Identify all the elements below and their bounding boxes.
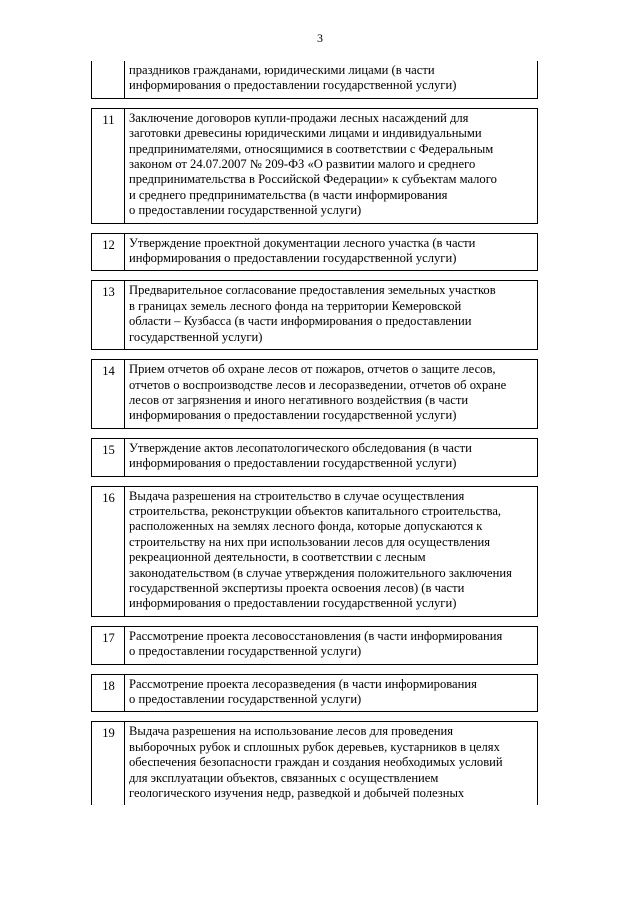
services-table [91, 61, 538, 805]
row-text: Рассмотрение проекта лесоразведения (в части информирования о предоставлении государственной услуги) [125, 674, 538, 712]
row-number: 19 [92, 722, 125, 806]
table-row [92, 281, 538, 350]
row-number: 16 [92, 486, 125, 616]
row-text: Утверждение актов лесопатологического обследования (в части информирования о предоставлении государственной услуги) [125, 438, 538, 476]
row-number: 11 [92, 108, 125, 223]
row-number: 17 [92, 626, 125, 664]
row-number: 15 [92, 438, 125, 476]
row-text: Выдача разрешения на использование лесов для проведения выборочных рубок и сплошных рубок деревьев, кустарников в целях обеспечения безопасности граждан и создания необходимых условий для эксплуатации объектов, связанных с осуществлением геологического изучения недр, разведкой и добычей полезных [125, 722, 538, 806]
row-number: 18 [92, 674, 125, 712]
table-row [92, 108, 538, 223]
table-row [92, 438, 538, 476]
row-text: праздников гражданами, юридическими лицами (в части информирования о предоставлении государственной услуги) [125, 61, 538, 98]
row-text: Утверждение проектной документации лесного участка (в части информирования о предоставлении государственной услуги) [125, 233, 538, 271]
table-row [92, 486, 538, 616]
row-text: Выдача разрешения на строительство в случае осуществления строительства, реконструкции объектов капитального строительства, расположенных на землях лесного фонда, которые допускаются к строительству на них при использовании лесов для осуществления рекреационной деятельности, в соответствии с лесным законодательством (в случае утверждения положительного заключения государственной экспертизы проекта освоения лесов) (в части информирования о предоставлении государственной услуги) [125, 486, 538, 616]
row-number: 14 [92, 360, 125, 429]
table-row [92, 626, 538, 664]
row-number: 13 [92, 281, 125, 350]
page-number: 3 [317, 31, 323, 45]
row-number [92, 61, 125, 98]
table-row [92, 360, 538, 429]
table-row [92, 722, 538, 806]
row-text: Заключение договоров купли-продажи лесных насаждений для заготовки древесины юридическими лицами и индивидуальными предпринимателями, относящимися в соответствии с Федеральным законом от 24.07.2007 № 209-ФЗ «О развитии малого и среднего предпринимательства в Российской Федерации» к субъектам малого и среднего предпринимательства (в части информирования о предоставлении государственной услуги) [125, 108, 538, 223]
table-row [92, 674, 538, 712]
row-text: Предварительное согласование предоставления земельных участков в границах земель лесного фонда на территории Кемеровской области – Кузбасса (в части информирования о предоставлении государственной услуги) [125, 281, 538, 350]
row-text: Прием отчетов об охране лесов от пожаров, отчетов о защите лесов, отчетов о воспроизводстве лесов и лесоразведении, отчетов об охране лесов от загрязнения и иного негативного воздействия (в части информирования о предоставлении государственной услуги) [125, 360, 538, 429]
row-number: 12 [92, 233, 125, 271]
table-row [92, 61, 538, 98]
row-text: Рассмотрение проекта лесовосстановления (в части информирования о предоставлении государственной услуги) [125, 626, 538, 664]
table-row [92, 233, 538, 271]
